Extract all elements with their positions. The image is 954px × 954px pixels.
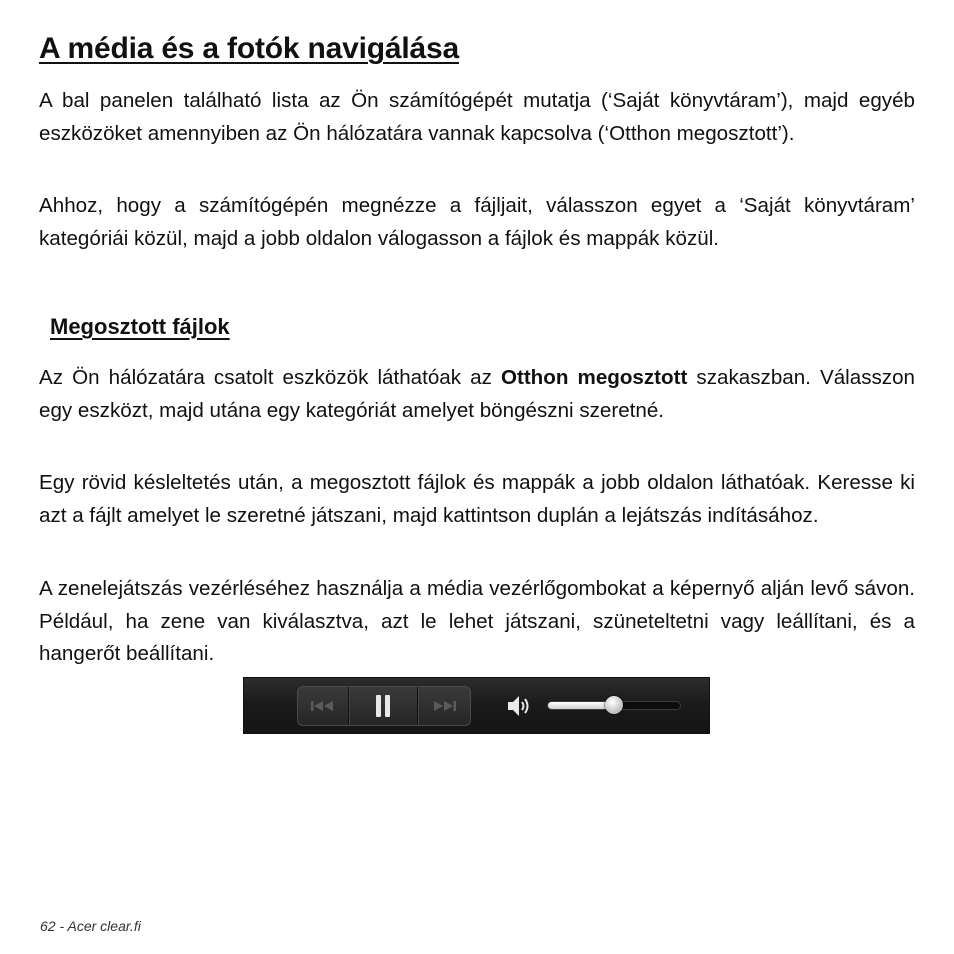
text-segment: szakaszban. Válasszon egy eszközt, majd utána egy kategóriát amelyet böngészni szeretné. bbox=[39, 366, 915, 422]
next-button[interactable] bbox=[417, 687, 470, 725]
section-heading: Megosztott fájlok bbox=[50, 314, 230, 339]
playback-buttons bbox=[297, 686, 471, 726]
page-footer: 62 - Acer clear.fi bbox=[40, 918, 141, 934]
bold-term: Otthon megosztott bbox=[500, 366, 688, 389]
previous-button[interactable] bbox=[298, 687, 348, 725]
volume-slider-knob[interactable] bbox=[605, 696, 623, 714]
next-icon bbox=[431, 699, 457, 713]
paragraph-shared-files: Egy rövid késleltetés után, a megosztott fájlok és mappák a jobb oldalon láthatóak. Keresse ki azt a fájlt amelyet le szeretné játszani, majd kattintson duplán a lejátszás indításához. bbox=[39, 471, 915, 527]
paragraph-view-files: Ahhoz, hogy a számítógépén megnézze a fájljait, válasszon egyet a ‘Saját könyvtáram’ kategóriái közül, majd a jobb oldalon válogasson a fájlok és mappák közül. bbox=[39, 194, 915, 250]
paragraph-media-controls: A zenelejátszás vezérléséhez használja a média vezérlőgombokat a képernyő alján levő sávon. Például, ha zene van kiválasztva, azt le lehet játszani, szüneteltetni vagy leállítani, és a hangerőt beállítani. bbox=[39, 577, 915, 665]
pause-button[interactable] bbox=[348, 687, 417, 725]
page-title: A média és a fotók navigálása bbox=[39, 32, 459, 65]
paragraph-intro: A bal panelen található lista az Ön számítógépét mutatja (‘Saját könyvtáram’), majd egyéb eszközöket amennyiben az Ön hálózatára vannak kapcsolva (‘Otthon megosztott’). bbox=[39, 89, 915, 145]
paragraph-shared-devices bbox=[39, 362, 915, 427]
text-segment: Az Ön hálózatára csatolt eszközök láthatóak az bbox=[39, 366, 501, 389]
media-control-bar bbox=[243, 677, 710, 734]
pause-icon bbox=[374, 694, 392, 718]
volume-icon[interactable] bbox=[506, 694, 532, 723]
previous-icon bbox=[310, 699, 336, 713]
